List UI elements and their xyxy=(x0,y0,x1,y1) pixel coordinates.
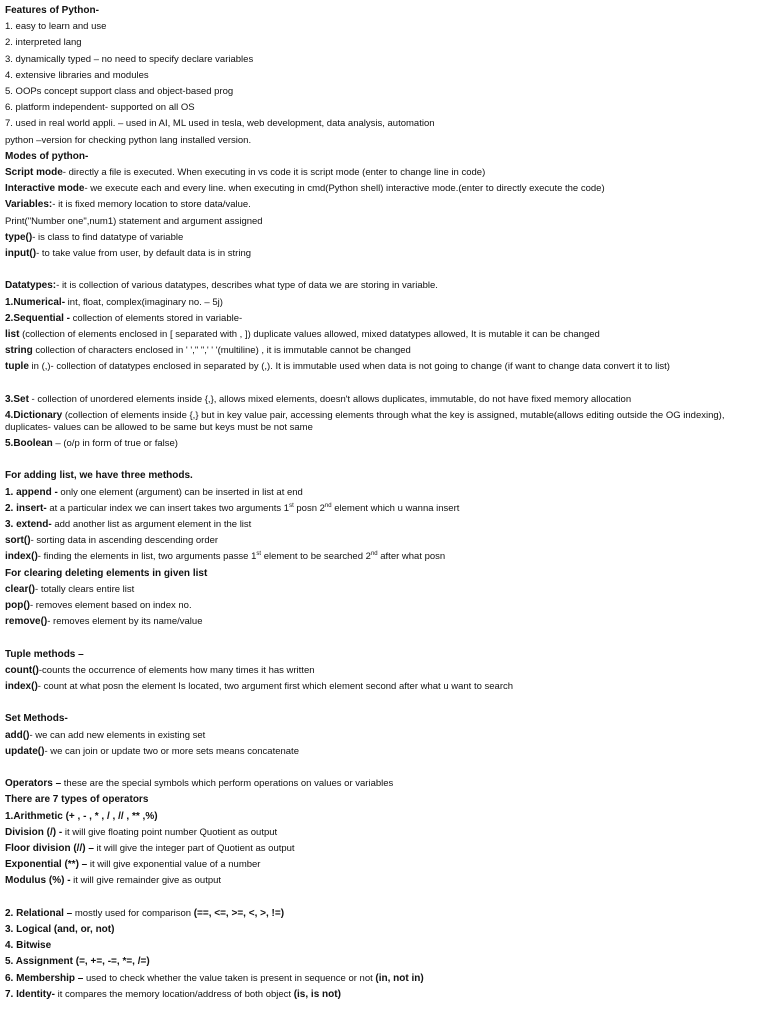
term-label: 1.Arithmetic (+ , - , * , / , // , ** ,%) xyxy=(5,810,158,822)
description-text: collection of characters enclosed in ' '," ",' ' '(multiline) , it is immutable cannot be changed xyxy=(32,345,411,357)
section-heading: For adding list, we have three methods. xyxy=(5,470,193,482)
description-text: it will give remainder give as output xyxy=(70,875,222,887)
description-text: - we execute each and every line. when executing in cmd(Python shell) interactive mode.(enter to directly execute the code) xyxy=(84,183,605,195)
description-text: 1. easy to learn and use xyxy=(5,21,107,33)
description-text: - sorting data in ascending descending order xyxy=(30,535,219,547)
text-line xyxy=(5,100,758,116)
term-label: index() xyxy=(5,551,38,563)
description-text: - finding the elements in list, two arguments passe 1 xyxy=(37,551,257,563)
operator-list: (is, is not) xyxy=(293,988,341,1000)
text-line xyxy=(5,197,758,213)
text-line xyxy=(5,468,758,484)
term-label: 1. append - xyxy=(5,486,58,498)
term-label: list xyxy=(5,329,20,341)
ordinal-suffix: st xyxy=(256,551,262,558)
description-text: after what posn xyxy=(377,551,446,563)
text-line xyxy=(5,954,758,970)
blank-line xyxy=(5,376,758,392)
description-text: at a particular index we can insert takes two arguments 1 xyxy=(46,502,290,514)
text-line xyxy=(5,485,758,501)
text-line xyxy=(5,19,758,35)
term-label: Datatypes: xyxy=(5,280,57,292)
text-line xyxy=(5,744,758,760)
text-line xyxy=(5,582,758,598)
operator-list: (==, <=, >=, <, >, !=) xyxy=(193,907,285,919)
description-text: - we can add new elements in existing set xyxy=(29,729,206,741)
term-label: clear() xyxy=(5,583,36,595)
description-text: -counts the occurrence of elements how many times it has written xyxy=(38,664,315,676)
text-line xyxy=(5,343,758,359)
description-text: 4. extensive libraries and modules xyxy=(5,69,149,81)
term-label: 4. Bitwise xyxy=(5,940,52,952)
description-text: these are the special symbols which perform operations on values or variables xyxy=(61,778,394,790)
text-line xyxy=(5,728,758,744)
description-text: posn 2 xyxy=(293,502,325,514)
description-text: (collection of elements enclosed in [ separated with , ]) duplicate values allowed, mixed datatypes allowed, It is mutable it can be changed xyxy=(19,329,600,341)
description-text: Print("Number one",num1) statement and argument assigned xyxy=(5,215,263,227)
blank-line xyxy=(5,695,758,711)
text-line xyxy=(5,133,758,149)
text-line xyxy=(5,647,758,663)
text-line xyxy=(5,614,758,630)
text-line xyxy=(5,149,758,165)
description-text: it will give the integer part of Quotient as output xyxy=(93,843,295,855)
term-label: type() xyxy=(5,231,33,243)
text-line xyxy=(5,3,758,19)
term-label: Script mode xyxy=(5,167,63,179)
text-line xyxy=(5,938,758,954)
description-text: - collection of unordered elements inside {,}, allows mixed elements, doesn't allows duplicates, immutable, do not have fixed memory allocation xyxy=(28,393,632,405)
description-text: - we can join or update two or more sets means concatenate xyxy=(44,745,299,757)
text-line xyxy=(5,181,758,197)
term-label: 6. Membership – xyxy=(5,972,84,984)
section-heading: There are 7 types of operators xyxy=(5,794,149,806)
description-text: only one element (argument) can be inserted in list at end xyxy=(57,486,303,498)
text-line xyxy=(5,825,758,841)
blank-line xyxy=(5,262,758,278)
term-label: remove() xyxy=(5,616,48,628)
text-line xyxy=(5,857,758,873)
text-line xyxy=(5,246,758,262)
description-text: element which u wanna insert xyxy=(331,502,460,514)
operator-list: (in, not in) xyxy=(375,972,424,984)
section-heading: Set Methods- xyxy=(5,713,68,725)
term-label: 4.Dictionary xyxy=(5,410,63,422)
description-text: - directly a file is executed. When executing in vs code it is script mode (enter to change line in code) xyxy=(62,167,486,179)
description-text: collection of elements stored in variable- xyxy=(70,312,243,324)
description-text: - to take value from user, by default data is in string xyxy=(36,248,252,260)
blank-line xyxy=(5,630,758,646)
term-label: pop() xyxy=(5,600,30,612)
description-text: python –version for checking python lang installed version. xyxy=(5,134,252,146)
blank-line xyxy=(5,760,758,776)
text-line xyxy=(5,311,758,327)
text-line xyxy=(5,971,758,987)
text-line xyxy=(5,566,758,582)
text-line xyxy=(5,533,758,549)
text-line xyxy=(5,52,758,68)
ordinal-suffix: nd xyxy=(370,551,378,558)
description-text: 3. dynamically typed – no need to specify declare variables xyxy=(5,53,254,65)
text-line xyxy=(5,359,758,375)
text-line xyxy=(5,809,758,825)
term-label: sort() xyxy=(5,535,31,547)
text-line xyxy=(5,922,758,938)
term-label: input() xyxy=(5,248,37,260)
text-line xyxy=(5,214,758,230)
description-text: it will give floating point number Quotient as output xyxy=(62,826,278,838)
term-label: 5.Boolean xyxy=(5,438,53,450)
text-line xyxy=(5,278,758,294)
text-line xyxy=(5,165,758,181)
text-line xyxy=(5,408,758,436)
term-label: 3.Set xyxy=(5,393,29,405)
text-line xyxy=(5,35,758,51)
description-text: 7. used in real world appli. – used in AI, ML used in tesla, web development, data analysis, automation xyxy=(5,118,435,130)
text-line xyxy=(5,392,758,408)
text-line xyxy=(5,792,758,808)
description-text: (collection of elements inside {,} but in key value pair, accessing elements through what the key is assigned, mutable(allows editing outside the OG indexing), duplicates- values can be allowed to be same but keys must be not same xyxy=(5,410,725,433)
description-text: 6. platform independent- supported on all OS xyxy=(5,102,195,114)
text-line xyxy=(5,841,758,857)
term-label: 2.Sequential - xyxy=(5,312,71,324)
blank-line xyxy=(5,452,758,468)
text-line xyxy=(5,598,758,614)
term-label: index() xyxy=(5,681,38,693)
description-text: - it is collection of various datatypes, describes what type of data we are storing in variable. xyxy=(56,280,438,292)
text-line xyxy=(5,987,758,1003)
text-line xyxy=(5,711,758,727)
description-text: element to be searched 2 xyxy=(261,551,371,563)
text-line xyxy=(5,436,758,452)
text-line xyxy=(5,549,758,565)
description-text: - totally clears entire list xyxy=(35,583,135,595)
description-text: 2. interpreted lang xyxy=(5,37,82,49)
term-label: Variables: xyxy=(5,199,53,211)
text-line xyxy=(5,679,758,695)
term-label: Modulus (%) - xyxy=(5,875,71,887)
term-label: string xyxy=(5,345,33,357)
description-text: int, float, complex(imaginary no. – 5j) xyxy=(65,296,223,308)
description-text: it will give exponential value of a number xyxy=(87,859,261,871)
description-text: - it is fixed memory location to store data/value. xyxy=(52,199,251,211)
section-heading: Tuple methods – xyxy=(5,648,84,660)
text-line xyxy=(5,84,758,100)
term-label: 7. Identity- xyxy=(5,988,56,1000)
term-label: 2. Relational – xyxy=(5,907,73,919)
term-label: 2. insert- xyxy=(5,502,47,514)
text-line xyxy=(5,327,758,343)
description-text: add another list as argument element in the list xyxy=(51,519,252,531)
term-label: update() xyxy=(5,745,45,757)
term-label: Interactive mode xyxy=(5,183,85,195)
text-line xyxy=(5,517,758,533)
description-text: 5. OOPs concept support class and object-based prog xyxy=(5,86,234,98)
text-line xyxy=(5,906,758,922)
section-heading: Features of Python- xyxy=(5,5,99,16)
term-label: count() xyxy=(5,664,39,676)
text-line xyxy=(5,116,758,132)
term-label: Floor division (//) – xyxy=(5,843,94,855)
section-heading: Modes of python- xyxy=(5,150,89,162)
term-label: 5. Assignment (=, +=, -=, *=, /=) xyxy=(5,956,150,968)
text-line xyxy=(5,663,758,679)
section-heading: For clearing deleting elements in given list xyxy=(5,567,208,579)
description-text: mostly used for comparison xyxy=(72,907,194,919)
text-line xyxy=(5,230,758,246)
term-label: tuple xyxy=(5,361,29,373)
term-label: 3. extend- xyxy=(5,519,52,531)
blank-line xyxy=(5,890,758,906)
term-label: 1.Numerical- xyxy=(5,296,66,308)
term-label: Operators – xyxy=(5,778,62,790)
term-label: Division (/) - xyxy=(5,826,63,838)
text-line xyxy=(5,873,758,889)
description-text: - count at what posn the element Is located, two argument first which element second after what u want to search xyxy=(37,681,514,693)
description-text: it compares the memory location/address of both object xyxy=(55,988,294,1000)
text-line xyxy=(5,776,758,792)
text-line xyxy=(5,295,758,311)
ordinal-suffix: st xyxy=(289,502,294,509)
term-label: 3. Logical (and, or, not) xyxy=(5,924,115,936)
description-text: in (,)- collection of datatypes enclosed in separated by (,). It is immutable used when data is not going to change (if want to change data convert it to list) xyxy=(28,361,670,373)
description-text: - is class to find datatype of variable xyxy=(32,231,184,243)
text-line xyxy=(5,501,758,517)
text-line xyxy=(5,68,758,84)
description-text: used to check whether the value taken is present in sequence or not xyxy=(83,972,376,984)
ordinal-suffix: nd xyxy=(324,502,332,509)
description-text: - removes element by its name/value xyxy=(47,616,203,628)
description-text: – (o/p in form of true or false) xyxy=(52,438,178,450)
term-label: add() xyxy=(5,729,30,741)
term-label: Exponential (**) – xyxy=(5,859,88,871)
description-text: - removes element based on index no. xyxy=(30,600,192,612)
